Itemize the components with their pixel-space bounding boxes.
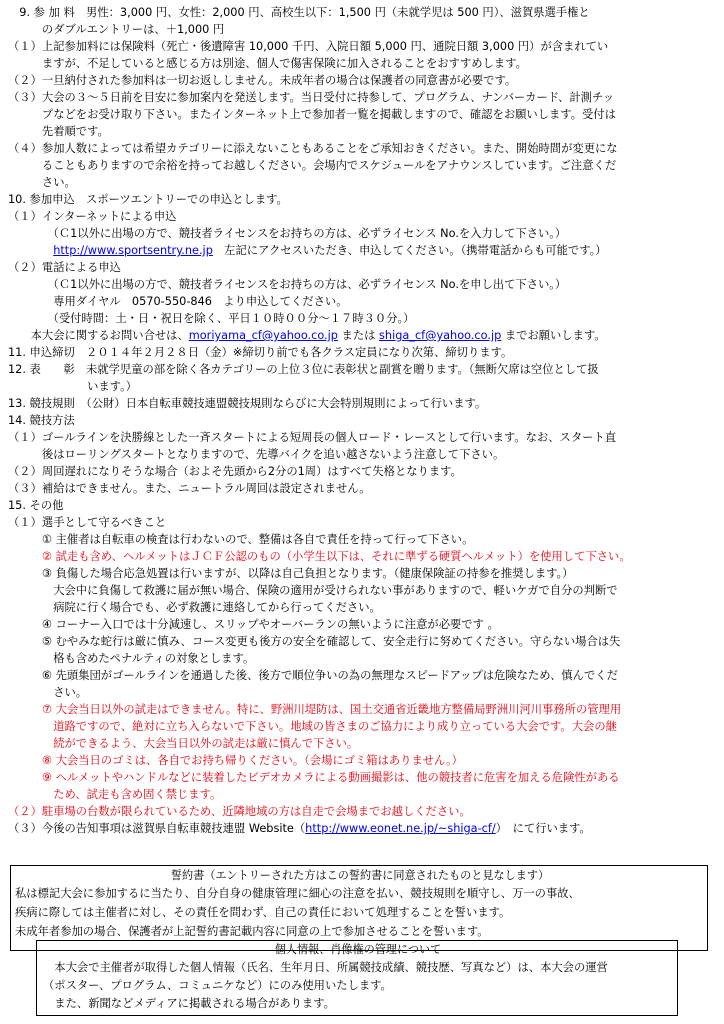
document-line	[8, 565, 573, 583]
pledge-line: 未成年者参加の場合、保護者が上記誓約書記載内容に同意の上で参加させることを誓います。	[15, 925, 489, 938]
privacy-line: また、新聞などメディアに掲載される場合があります。	[43, 997, 335, 1010]
line-text: 14. 競技方法	[8, 414, 75, 427]
document-line	[8, 89, 614, 107]
line-text: （３）大会の３～５日前を目安に参加案内を発送します。当日受付に持参して、プログラム、ナンバーカード、計測チッ	[8, 91, 615, 104]
line-link[interactable]: http://www.eonet.ne.jp/~shiga-cf/	[305, 822, 496, 835]
line-text: 9. 参 加 料 男性：3,000 円、女性：2,000 円、高校生以下：1,500 円（未就学児は 500 円）、滋賀県選手権と	[8, 6, 590, 19]
document-line	[8, 497, 63, 515]
pledge-box	[10, 865, 708, 951]
document-line	[8, 395, 486, 413]
line-text: （２）駐車場の台数が限られているため、近隣地域の方は自走で会場までお越しください。	[8, 805, 471, 818]
pledge-line: 私は標記大会に参加するに当たり、自分自身の健康管理に細心の注意を払い、競技規則を順守し、万一の事故、	[15, 887, 580, 900]
line-text: 続ができるよう、大会当日以外の試走は厳に慎んで下さい。	[8, 737, 359, 750]
line-text: （Ｃ1以外に出場の方で、競技者ライセンスをお持ちの方は、必ずライセンス No.を申し出て下さい。）	[8, 278, 567, 291]
document-line	[8, 38, 608, 56]
line-text: ④ コーナー入口では十分減速し、スリップやオーバーランの無いように注意が必要です 。	[8, 618, 499, 631]
line-text: ① 主催者は自転車の検査は行わないので、整備は各自で責任を持って行って下さい。	[8, 533, 474, 546]
document-line	[8, 225, 566, 243]
line-text: さい。	[8, 176, 76, 189]
document-line	[8, 514, 166, 532]
document-line	[8, 633, 620, 651]
document-line	[8, 293, 348, 311]
line-text: ③ 負傷した場合応急処置は行いますが、以降は自己負担となります。（健康保険証の持参を推奨します。）	[8, 567, 574, 580]
line-text: ⑨ ヘルメットやハンドルなどに装着したビデオカメラによる動画撮影は、他の競技者に危害を加える危険性がある	[8, 771, 620, 784]
document-line	[8, 786, 221, 804]
line-link[interactable]: http://www.sportsentry.ne.jp	[53, 244, 213, 257]
document-line	[8, 480, 371, 498]
line-text: （２）周回遅れになりそうな場合（およそ先頭から2分の1周）はすべて失格となります。	[8, 465, 462, 478]
line-text: ⑤ むやみな蛇行は厳に慎み、コース変更も後方の安全を確認して、安全走行に努めてください。守らない場合は失	[8, 635, 621, 648]
line-text: 道路ですので、絶対に立ち入らないで下さい。地域の皆さまのご協力により成り立っている大会です。大会の継	[8, 720, 617, 733]
document-line	[8, 259, 121, 277]
document-line	[8, 803, 471, 821]
document-line	[8, 72, 516, 90]
line-text: （４）参加人数によっては希望カテゴリーに添えないこともあることをご承知おきください。また、開始時間が変更にな	[8, 142, 618, 155]
line-text: （２）電話による申込	[8, 261, 121, 274]
line-text: （３）補給はできません。また、ニュートラル周回は設定されません。	[8, 482, 371, 495]
document-line	[8, 463, 462, 481]
line-text: 先着順です。	[8, 125, 109, 138]
document-line	[8, 140, 618, 158]
line-text-after: までお願いします。	[501, 329, 606, 342]
line-text: のダブルエントリーは、＋1,000 円	[8, 23, 225, 36]
document-line	[8, 4, 590, 22]
document-line	[8, 616, 499, 634]
document-line	[8, 667, 618, 685]
line-text: ⑧ 大会当日のゴミは、各自でお持ち帰りください。（会場にゴミ箱はありません。）	[8, 754, 463, 767]
line-text: ため、試走も含め固く禁じます。	[8, 788, 222, 801]
line-text: ⑦ 大会当日以外の試走はできません。特に、野洲川堤防は、国土交通省近畿地方整備局野洲川河川事務所の管理用	[8, 703, 622, 716]
document-line	[8, 327, 606, 345]
document-line	[8, 429, 616, 447]
line-text: います。）	[8, 380, 138, 393]
document-line	[8, 599, 381, 617]
line-text: 格も含めたペナルティの対象とします。	[8, 652, 255, 665]
document-line	[8, 531, 473, 549]
line-text: プなどをお受け取り下さい。またインターネット上で参加者一覧を掲載しますので、確認をお願いします。受付は	[8, 108, 616, 121]
line-text: さい。	[8, 686, 88, 699]
line-text: （１）上記参加料には保険料（死亡・後遺障害 10,000 千円、入院日額 5,000 円、通院日額 3,000 円）が含まれてい	[8, 40, 609, 53]
document-line	[8, 276, 566, 294]
document-line	[8, 412, 75, 430]
document-line	[8, 174, 76, 192]
document-line	[8, 378, 137, 396]
line-text: ますが、不足していると感じる方は別途、個人で傷害保険に加入されることをおすすめします。	[8, 57, 527, 70]
line-text: （Ｃ1以外に出場の方で、競技者ライセンスをお持ちの方は、必ずライセンス No.を入力して下さい。）	[8, 227, 567, 240]
line-text: ⑥ 先頭集団がゴールラインを通過した後、後方で順位争いの為の無理なスピードアップは危険なため、慎んでくだ	[8, 669, 618, 682]
line-text: （１）インターネットによる申込	[8, 210, 177, 223]
line-text: 13. 競技規則 （公財）日本自転車競技連盟競技規則ならびに大会特別規則によって行います。	[8, 397, 487, 410]
privacy-line: 本大会で主催者が取得した個人情報（氏名、生年月日、所属競技成績、競技歴、写真など）は、本大会の運営	[43, 961, 608, 974]
document-line	[8, 769, 620, 787]
document-line	[8, 21, 224, 39]
line-text: 本大会に関するお問い合せは、	[8, 329, 189, 342]
line-text	[8, 244, 53, 257]
line-text: （受付時間：土・日・祝日を除く、平日１０時００分～１７時３０分。）	[8, 312, 415, 325]
line-text: 12. 表 彰 未就学児童の部を除く各カテゴリーの上位３位に表彰状と副賞を贈ります。（無断欠席は空位として扱	[8, 363, 599, 376]
document-line	[8, 701, 621, 719]
line-text: 病院に行く場合でも、必ず救護に連絡してから行ってください。	[8, 601, 381, 614]
document-line	[8, 157, 616, 175]
line-text: 11. 申込締切 ２０１４年２月２８日（金）※締切り前でも各クラス定員になり次第、締切ります。	[8, 346, 513, 359]
privacy-box	[36, 940, 678, 1016]
line-text: 大会中に負傷して救護に届が無い場合、保険の適用が受けられない事がありますので、軽いケガで自分の判断で	[8, 584, 618, 597]
line-link[interactable]: moriyama_cf@yahoo.co.jp	[188, 329, 338, 342]
document-line	[8, 310, 414, 328]
document-line	[8, 361, 599, 379]
document-line	[8, 55, 527, 73]
document-line	[8, 548, 631, 566]
line-text: 10. 参加申込 スポーツエントリーでの申込とします。	[8, 193, 288, 206]
document-line	[8, 735, 358, 753]
document-line	[8, 582, 618, 600]
document-line	[8, 208, 176, 226]
document-line	[8, 752, 463, 770]
line-text: ることもありますので余裕を持ってお越しください。会場内でスケジュールをアナウンスしています。ご注意くだ	[8, 159, 617, 172]
document-line	[8, 123, 109, 141]
document-line	[8, 446, 504, 464]
document-line	[8, 718, 617, 736]
line-text: （１）ゴールラインを決勝線とした一斉スタートによる短周長の個人ロード・レースとして行います。なお、スタート直	[8, 431, 617, 444]
privacy-line: （ポスター、プログラム、コミュニケなど）にのみ使用いたします。	[43, 979, 392, 992]
line-text-after: または	[337, 329, 380, 342]
line-text-after: 左記にアクセスいただき、申込してください。（携帯電話からも可能です。）	[212, 244, 607, 257]
line-text: （１）選手として守るべきこと	[8, 516, 167, 529]
line-text-after: ） にて行います。	[495, 822, 591, 835]
line-text: ② 試走も含め、ヘルメットはＪＣＦ公認のもの（小学生以下は、それに準ずる硬質ヘルメット）を使用して下さい。	[8, 550, 631, 563]
document-line	[8, 344, 512, 362]
line-text: （２）一旦納付された参加料は一切お返ししません。未成年者の場合は保護者の同意書が必要です。	[8, 74, 517, 87]
document-line	[8, 684, 87, 702]
line-text: 15. その他	[8, 499, 64, 512]
document-line	[8, 106, 616, 124]
document-line	[8, 242, 607, 260]
document-line	[8, 650, 254, 668]
line-link[interactable]: shiga_cf@yahoo.co.jp	[379, 329, 502, 342]
line-text: （３）今後の告知事項は滋賀県自転車競技連盟 Website（	[8, 822, 306, 835]
line-text: 専用ダイヤル 0570-550-846 より申込してください。	[8, 295, 348, 308]
pledge-title: 誓約書（エントリーされた方はこの誓約書に同意されたものと見なします）	[170, 869, 550, 882]
document-line	[8, 191, 288, 209]
document-line	[8, 820, 591, 838]
line-text: 後はローリングスタートとなりますので、先導バイクを追い越さないよう注意して下さい。	[8, 448, 505, 461]
pledge-line: 疾病に際しては主催者に対し、その責任を問わず、自己の責任において処理することを誓います。	[15, 906, 511, 919]
privacy-title: 個人情報、肖像権の管理について	[274, 943, 442, 956]
